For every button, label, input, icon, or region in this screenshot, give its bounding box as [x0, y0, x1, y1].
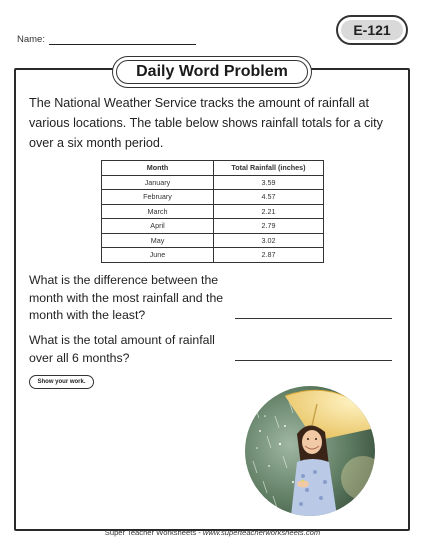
table-row — [102, 219, 324, 234]
table-row — [102, 175, 324, 190]
footer-site: www.superteacherworksheets.com — [202, 528, 321, 537]
question-2: What is the total amount of rainfall over all 6 months? — [29, 333, 215, 365]
question-1: What is the difference between the month with the most rainfall and the month with the least? — [29, 273, 224, 322]
header-total-rainfall: Total Rainfall (inches) — [214, 161, 324, 176]
month-cell: February — [102, 190, 214, 205]
month-cell: March — [102, 204, 214, 219]
table-row — [102, 248, 324, 263]
table-header-row — [102, 161, 324, 176]
rainfall-cell: 3.59 — [214, 175, 324, 190]
rainfall-cell: 2.87 — [214, 248, 324, 263]
worksheet-code: E-121 — [341, 20, 403, 40]
month-cell: May — [102, 233, 214, 248]
table-row — [102, 233, 324, 248]
answer-line-2[interactable] — [235, 360, 392, 361]
girl-umbrella-photo — [245, 386, 375, 516]
rainfall-table — [101, 160, 324, 263]
rainfall-cell: 4.57 — [214, 190, 324, 205]
intro-paragraph: The National Weather Service tracks the amount of rainfall at various locations. The table below shows rainfall totals for a city over a six month period. — [29, 96, 383, 150]
name-label: Name: — [17, 34, 45, 45]
month-cell: January — [102, 175, 214, 190]
rainfall-cell: 3.02 — [214, 233, 324, 248]
footer-prefix: Super Teacher Worksheets - — [104, 528, 203, 537]
footer — [0, 528, 425, 537]
name-field — [17, 34, 196, 45]
rainfall-cell: 2.79 — [214, 219, 324, 234]
header-month: Month — [102, 161, 214, 176]
worksheet-code-badge — [336, 15, 408, 45]
month-cell: June — [102, 248, 214, 263]
answer-line-1[interactable] — [235, 318, 392, 319]
month-cell: April — [102, 219, 214, 234]
rainfall-cell: 2.21 — [214, 204, 324, 219]
table-row — [102, 204, 324, 219]
name-input-line[interactable] — [49, 36, 196, 45]
show-your-work-badge: Show your work. — [29, 375, 94, 389]
page-title: Daily Word Problem — [116, 60, 308, 84]
title-badge — [112, 56, 312, 88]
table-row — [102, 190, 324, 205]
